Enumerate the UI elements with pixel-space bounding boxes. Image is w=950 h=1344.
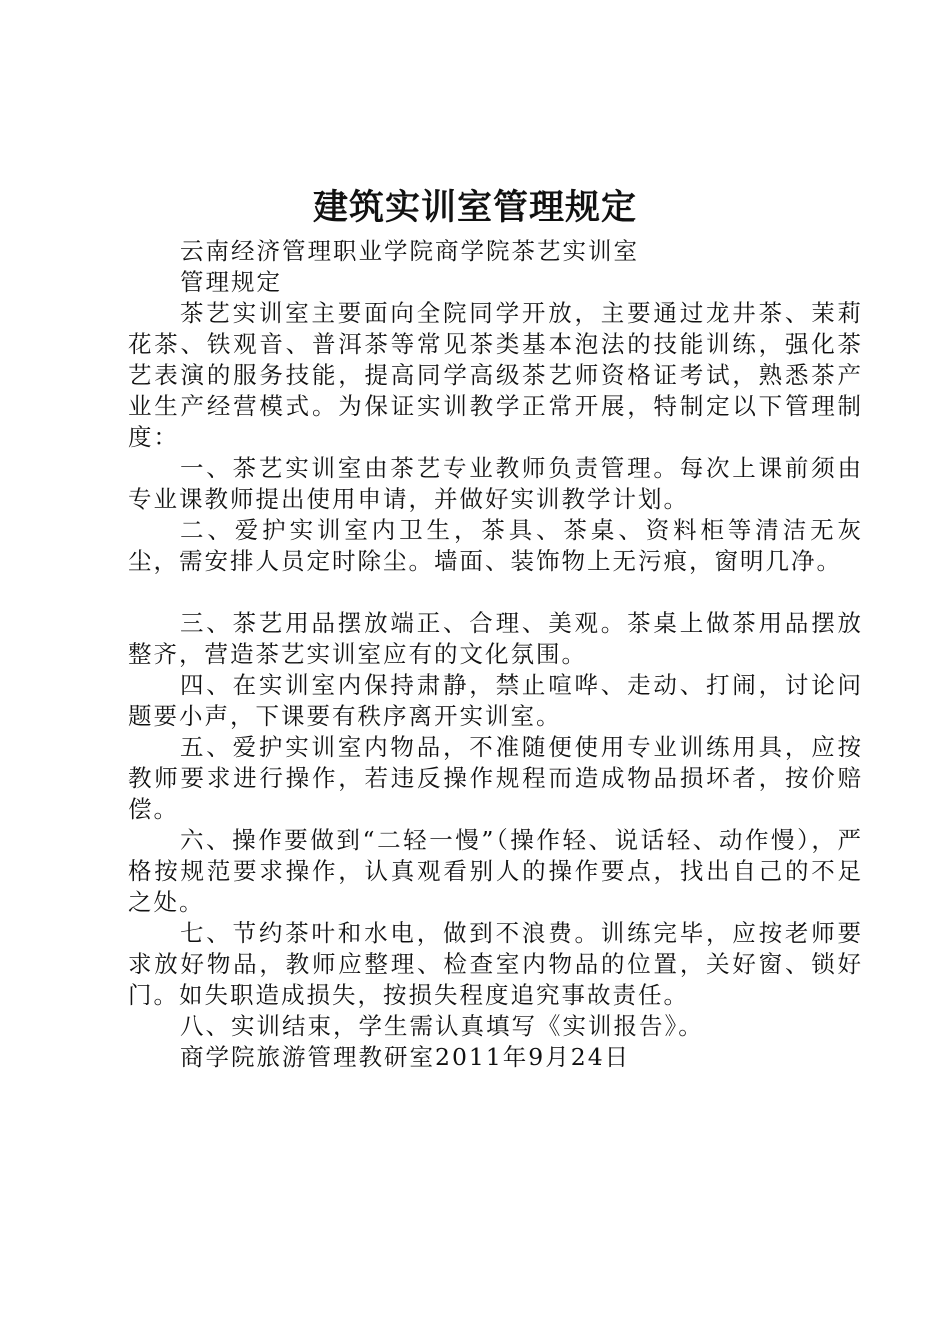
rule-7-paragraph: 七、节约茶叶和水电，做到不浪费。训练完毕，应按老师要求放好物品，教师应整理、检查室内物品的位置，关好窗、锁好门。如失职造成损失，按损失程度追究事故责任。: [128, 919, 863, 1009]
rule-2-paragraph: 二、爱护实训室内卫生，茶具、茶桌、资料柜等清洁无灰尘，需安排人员定时除尘。墙面、装饰物上无污痕，窗明几净。: [128, 516, 863, 575]
rule-1-paragraph: 一、茶艺实训室由茶艺专业教师负责管理。每次上课前须由专业课教师提出使用申请，并做好实训教学计划。: [128, 454, 863, 513]
institution-line: 云南经济管理职业学院商学院茶艺实训室: [180, 237, 639, 265]
rule-6-paragraph: 六、操作要做到“二轻一慢”（操作轻、说话轻、动作慢），严格按规范要求操作，认真观看别人的操作要点，找出自己的不足之处。: [128, 826, 863, 916]
signature-date-line: 商学院旅游管理教研室2011年9月24日: [180, 1043, 631, 1071]
intro-paragraph: 茶艺实训室主要面向全院同学开放，主要通过龙井茶、茉莉花茶、铁观音、普洱茶等常见茶类基本泡法的技能训练，强化茶艺表演的服务技能，提高同学高级茶艺师资格证考试，熟悉茶产业生产经营模式。为保证实训教学正常开展，特制定以下管理制度：: [128, 299, 863, 451]
document-title: 建筑实训室管理规定: [312, 187, 637, 228]
document-body: [128, 236, 863, 1073]
subtitle-line: 管理规定: [180, 268, 282, 296]
rule-4-paragraph: 四、在实训室内保持肃静，禁止喧哗、走动、打闹，讨论问题要小声，下课要有秩序离开实训室。: [128, 671, 863, 730]
rule-8-paragraph: 八、实训结束，学生需认真填写《实训报告》。: [180, 1012, 704, 1040]
rule-5-paragraph: 五、爱护实训室内物品，不准随便使用专业训练用具，应按教师要求进行操作，若违反操作规程而造成物品损坏者，按价赔偿。: [128, 733, 863, 823]
rule-3-paragraph: 三、茶艺用品摆放端正、合理、美观。茶桌上做茶用品摆放整齐，营造茶艺实训室应有的文化氛围。: [128, 609, 863, 668]
